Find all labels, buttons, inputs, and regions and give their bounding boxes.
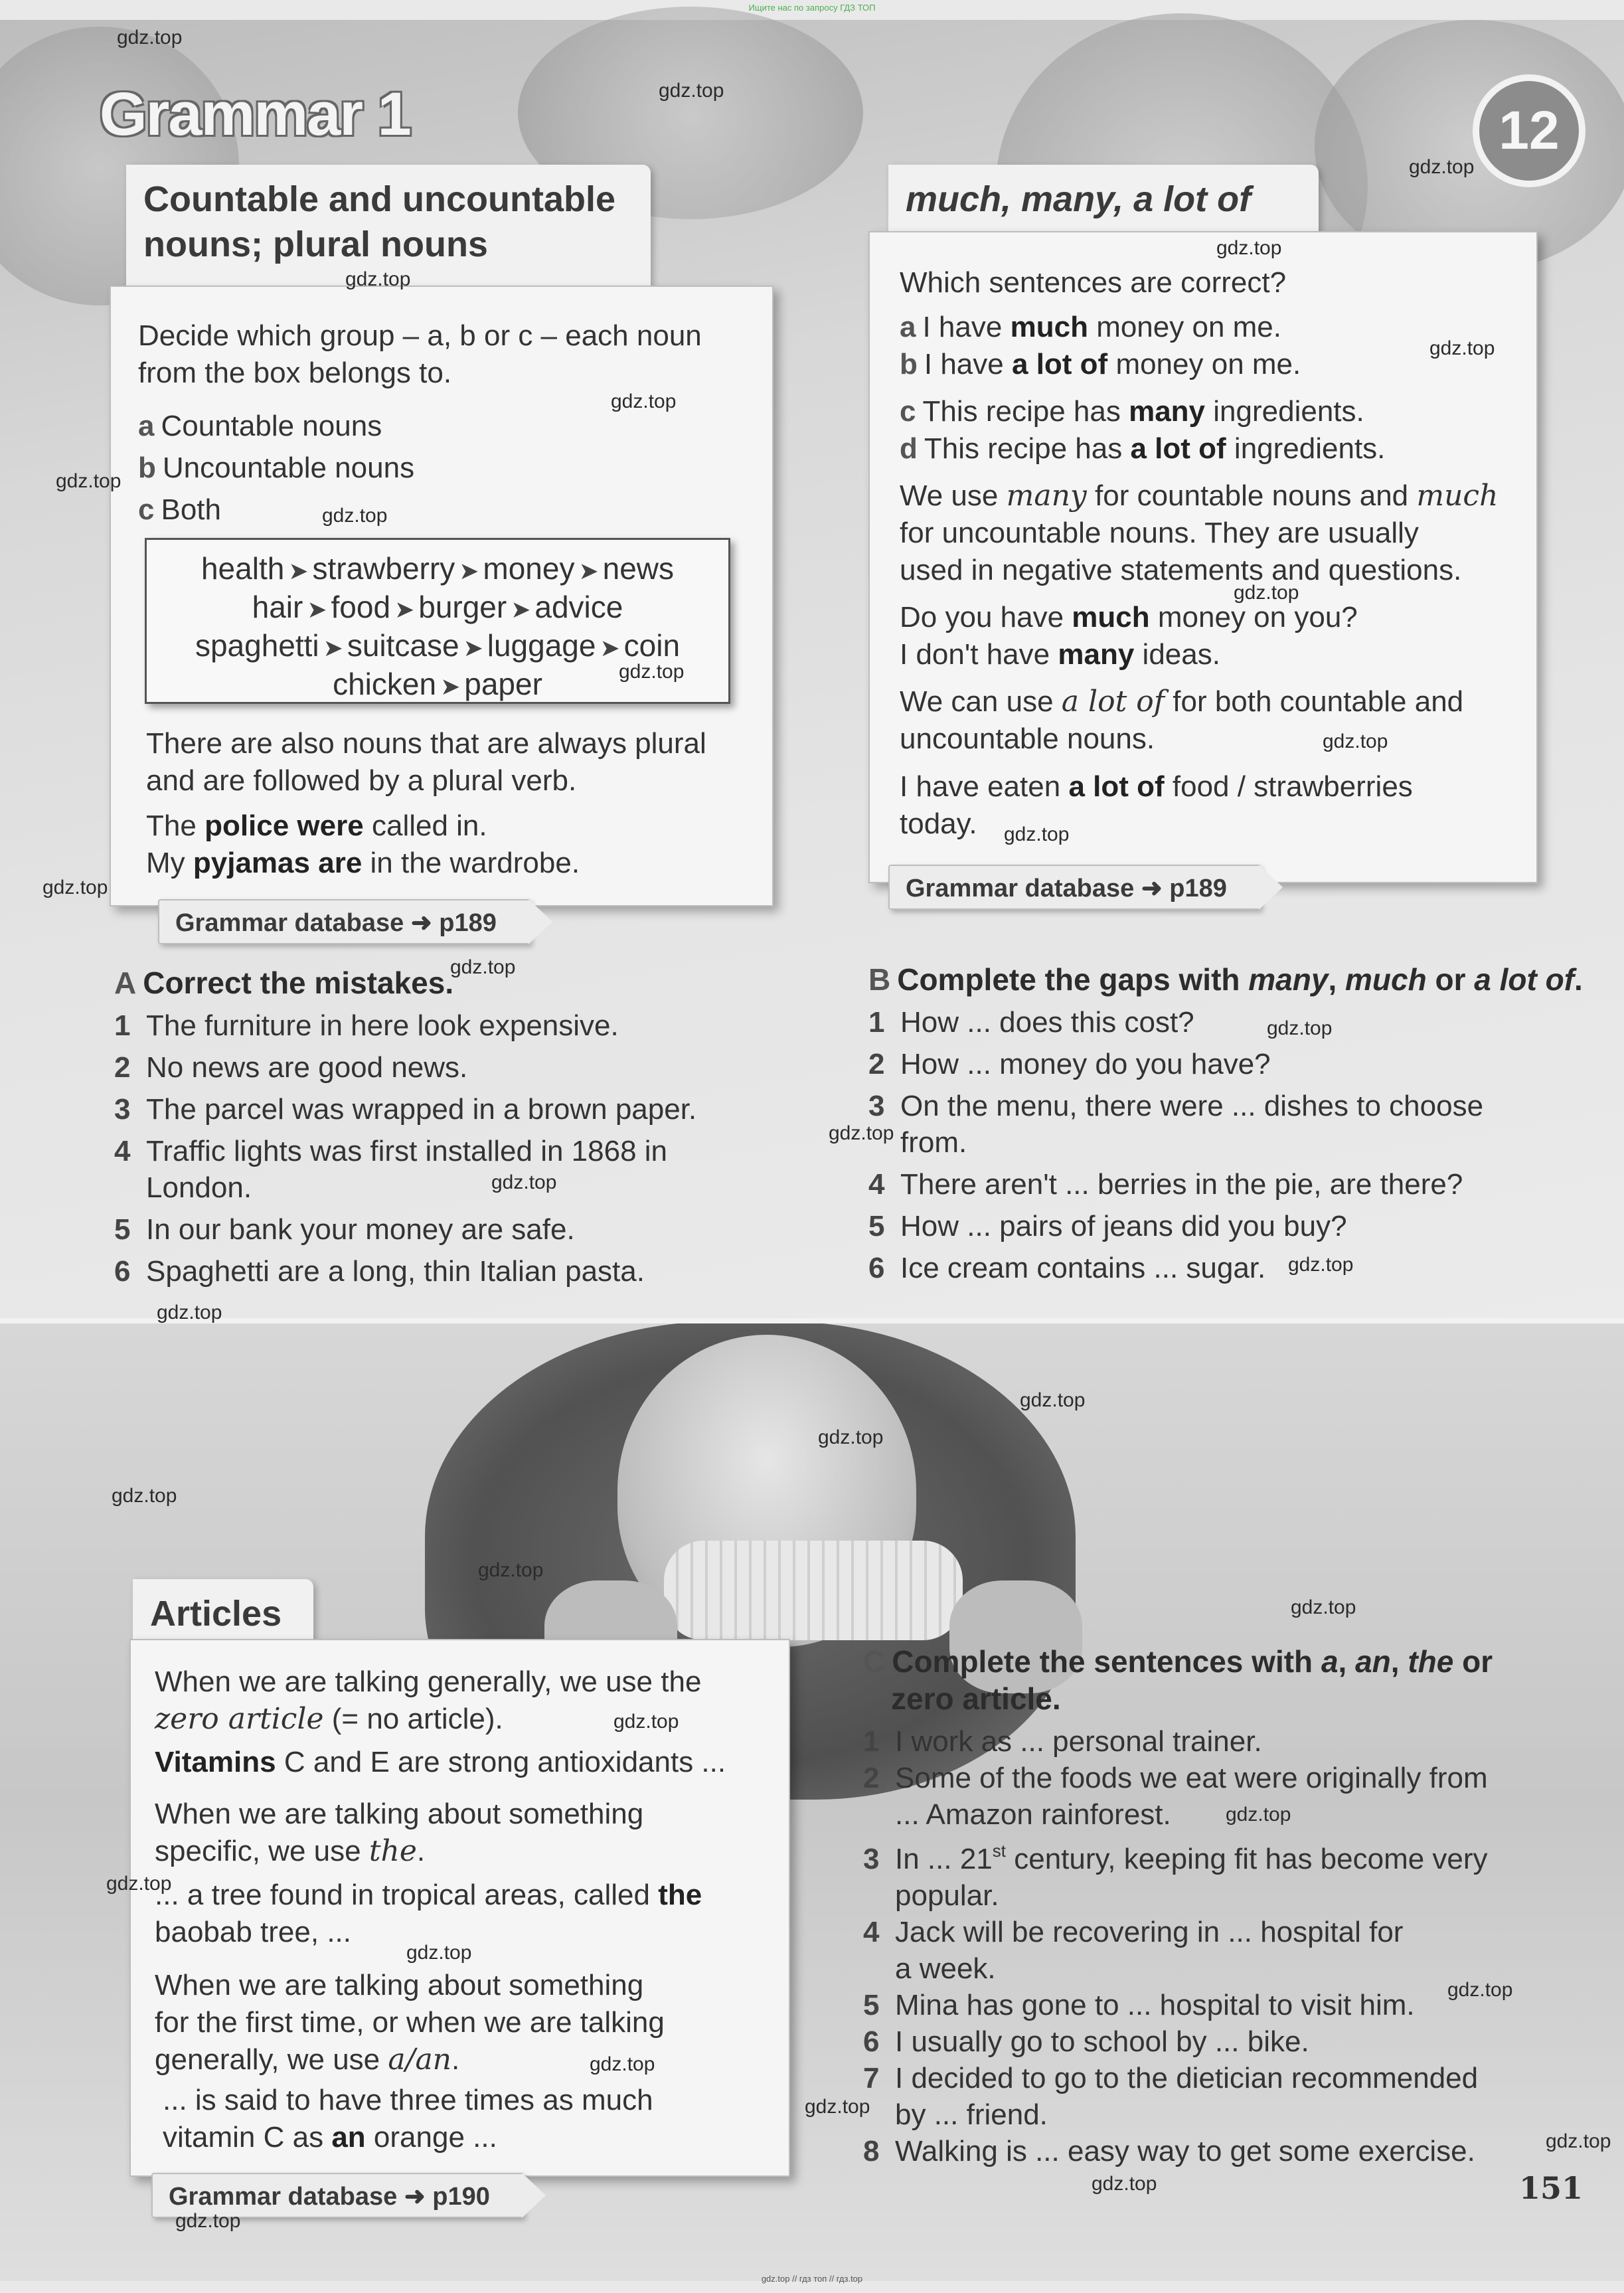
- word-box-line: chicken ➤ paper: [333, 667, 542, 701]
- plural-examples: [146, 807, 580, 882]
- exercise-b-list: [868, 1004, 1532, 1286]
- a-lot-of-example-line1: I have eaten a lot of food / strawberries: [900, 770, 1413, 803]
- top-note: Ищите нас по запросу ГДЗ ТОП: [748, 3, 876, 13]
- list-item: 2 How ... money do you have?: [868, 1048, 1271, 1080]
- articles-specific-example: [155, 1877, 702, 1951]
- general-rule-line1: When we are talking generally, we use the: [155, 1665, 702, 1698]
- sentence-d: d This recipe has a lot of ingredients.: [900, 432, 1386, 465]
- watermark: gdz.top: [611, 390, 677, 412]
- watermark: gdz.top: [345, 268, 411, 290]
- plural-rule-line2: and are followed by a plural verb.: [146, 764, 577, 797]
- plural-rule: [146, 725, 706, 800]
- example-negative: I don't have many ideas.: [900, 638, 1220, 671]
- much-many-sentences-cd: [900, 393, 1385, 467]
- sentence-a: a I have much money on me.: [900, 311, 1281, 343]
- exercise-a-list: [114, 1007, 725, 1290]
- watermark: gdz.top: [1092, 2173, 1157, 2195]
- list-item: 6 Spaghetti are a long, thin Italian pasta.: [114, 1255, 645, 1288]
- specific-example-line2: baobab tree, ...: [155, 1916, 351, 1948]
- option-b: b Uncountable nouns: [138, 452, 415, 484]
- watermark: gdz.top: [106, 1873, 172, 1895]
- plural-example-1: The police were called in.: [146, 809, 487, 842]
- list-item: 3 On the menu, there were ... dishes to choose from.: [868, 1090, 1484, 1159]
- list-item: 5 How ... pairs of jeans did you buy?: [868, 1210, 1347, 1242]
- option-c: c Both: [138, 493, 221, 526]
- option-a: a Countable nouns: [138, 410, 382, 442]
- sentence-b: b I have a lot of money on me.: [900, 348, 1301, 381]
- list-item: 8 Walking is ... easy way to get some exercise.: [863, 2135, 1475, 2167]
- watermark: gdz.top: [1546, 2130, 1611, 2152]
- list-item: 2 Some of the foods we eat were originally from ... Amazon rainforest.: [863, 1762, 1488, 1831]
- watermark: gdz.top: [1429, 337, 1495, 359]
- much-many-sentences-ab: [900, 309, 1301, 383]
- list-item: 6 Ice cream contains ... sugar.: [868, 1252, 1266, 1284]
- list-item: 4 There aren't ... berries in the pie, are there?: [868, 1168, 1463, 1201]
- exercise-a-heading: A Correct the mistakes.: [114, 966, 454, 1000]
- list-item: 3 In ... 21st century, keeping fit has become very popular.: [863, 1841, 1488, 1912]
- sentence-c: c This recipe has many ingredients.: [900, 395, 1364, 428]
- watermark: gdz.top: [1267, 1017, 1333, 1039]
- watermark: gdz.top: [157, 1302, 222, 1323]
- a-lot-of-rule-line1: We can use a lot of for both countable and: [900, 685, 1464, 719]
- watermark: gdz.top: [619, 661, 685, 683]
- watermark: gdz.top: [1323, 730, 1388, 752]
- list-item: 1 The furniture in here look expensive.: [114, 1009, 619, 1042]
- list-item: 2 No news are good news.: [114, 1051, 468, 1084]
- watermark: gdz.top: [478, 1559, 544, 1581]
- list-item: 6 I usually go to school by ... bike.: [863, 2025, 1309, 2058]
- much-many-question: Which sentences are correct?: [900, 266, 1287, 299]
- exercise-c-list: [863, 1723, 1534, 2169]
- watermark: gdz.top: [1020, 1389, 1086, 1411]
- watermark: gdz.top: [613, 1711, 679, 1733]
- bottom-note: gdz.top // гдз топ // гдз.top: [761, 2274, 863, 2284]
- plural-example-2: My pyjamas are in the wardrobe.: [146, 847, 580, 879]
- much-many-examples: [900, 599, 1358, 673]
- countable-intro: [138, 317, 702, 392]
- watermark: gdz.top: [590, 2053, 655, 2075]
- word-box-line: health ➤ strawberry ➤ money ➤ news: [201, 551, 675, 586]
- watermark: gdz.top: [1447, 1979, 1513, 2001]
- example-question: Do you have much money on you?: [900, 601, 1358, 634]
- articles-first-time-example: [163, 2082, 653, 2156]
- page-title: Grammar 1: [100, 80, 410, 148]
- exercise-c-heading: C Complete the sentences with a, an, the or zero article.: [863, 1644, 1493, 1716]
- watermark: gdz.top: [450, 956, 516, 978]
- countable-tab-line2: nouns; plural nouns: [143, 224, 488, 264]
- countable-intro-line2: from the box belongs to.: [138, 357, 452, 389]
- plural-rule-line1: There are also nouns that are always plural: [146, 727, 706, 760]
- watermark: gdz.top: [659, 80, 724, 102]
- list-item: 5 In our bank your money are safe.: [114, 1213, 575, 1246]
- list-item: 1 I work as ... personal trainer.: [863, 1725, 1262, 1758]
- much-many-tab: much, many, a lot of: [888, 165, 1319, 234]
- first-time-example-line1: ... is said to have three times as much: [163, 2084, 653, 2116]
- watermark: gdz.top: [117, 27, 183, 48]
- corn-image: [664, 1541, 963, 1640]
- first-time-rule-line3: generally, we use a/an.: [155, 2043, 460, 2077]
- word-box-line: spaghetti ➤ suitcase ➤ luggage ➤ coin: [195, 628, 681, 663]
- specific-example-line1: ... a tree found in tropical areas, called the: [155, 1879, 702, 1911]
- watermark: gdz.top: [56, 470, 122, 492]
- list-item: 4 Jack will be recovering in ... hospital for a week.: [863, 1916, 1404, 1985]
- watermark: gdz.top: [406, 1942, 472, 1964]
- watermark: gdz.top: [805, 2096, 870, 2118]
- articles-specific-rule: [155, 1796, 643, 1870]
- watermark: gdz.top: [1288, 1254, 1354, 1276]
- rule-line1: We use many for countable nouns and much: [900, 479, 1499, 513]
- watermark: gdz.top: [112, 1485, 177, 1507]
- a-lot-of-example-line2: today.: [900, 807, 977, 840]
- page-number: 151: [1519, 2170, 1583, 2206]
- countable-tab-line1: Countable and uncountable: [143, 179, 615, 219]
- divider: [0, 1318, 1624, 1323]
- watermark: gdz.top: [322, 505, 388, 527]
- articles-tab: Articles: [133, 1579, 313, 1646]
- watermark: gdz.top: [175, 2210, 241, 2232]
- list-item: 3 The parcel was wrapped in a brown paper.: [114, 1093, 697, 1126]
- general-rule-line2: zero article (= no article).: [155, 1702, 503, 1736]
- watermark: gdz.top: [1234, 582, 1299, 604]
- list-item: 5 Mina has gone to ... hospital to visit him.: [863, 1989, 1415, 2021]
- first-time-rule-line2: for the first time, or when we are talking: [155, 2006, 665, 2039]
- watermark: gdz.top: [1004, 823, 1070, 845]
- watermark: gdz.top: [818, 1426, 884, 1448]
- unit-number-badge: 12: [1473, 74, 1585, 187]
- specific-rule-line1: When we are talking about something: [155, 1798, 644, 1830]
- watermark: gdz.top: [829, 1122, 894, 1144]
- watermark: gdz.top: [1216, 237, 1282, 259]
- list-item: 1 How ... does this cost?: [868, 1006, 1194, 1039]
- articles-first-time-rule: [155, 1967, 665, 2079]
- watermark: gdz.top: [1226, 1804, 1291, 1826]
- grammar-database-link[interactable]: Grammar database ➜ p190: [151, 2173, 523, 2218]
- rule-line2: for uncountable nouns. They are usually: [900, 517, 1419, 549]
- watermark: gdz.top: [1291, 1596, 1356, 1618]
- a-lot-of-example: [900, 768, 1413, 843]
- list-item: 4 Traffic lights was first installed in 1868 in London.: [114, 1135, 668, 1204]
- watermark: gdz.top: [1409, 156, 1475, 178]
- a-lot-of-rule-line2: uncountable nouns.: [900, 722, 1155, 755]
- grammar-database-link[interactable]: Grammar database ➜ p189: [158, 899, 530, 944]
- first-time-example-line2: vitamin C as an orange ...: [163, 2121, 497, 2154]
- exercise-b-heading: B Complete the gaps with many, much or a lot of.: [868, 962, 1583, 997]
- rule-line3: used in negative statements and questions.: [900, 554, 1462, 586]
- watermark: gdz.top: [42, 877, 108, 898]
- much-many-rule: [900, 477, 1498, 589]
- watermark: gdz.top: [491, 1171, 557, 1193]
- articles-general-example: Vitamins C and E are strong antioxidants ...: [155, 1746, 726, 1778]
- countable-intro-line1: Decide which group – a, b or c – each noun: [138, 319, 702, 352]
- specific-rule-line2: specific, we use the.: [155, 1834, 426, 1868]
- first-time-rule-line1: When we are talking about something: [155, 1969, 644, 2001]
- word-box-line: hair ➤ food ➤ burger ➤ advice: [252, 590, 623, 624]
- grammar-database-link[interactable]: Grammar database ➜ p189: [888, 865, 1260, 910]
- list-item: 7 I decided to go to the dietician recommended by ... friend.: [863, 2062, 1479, 2131]
